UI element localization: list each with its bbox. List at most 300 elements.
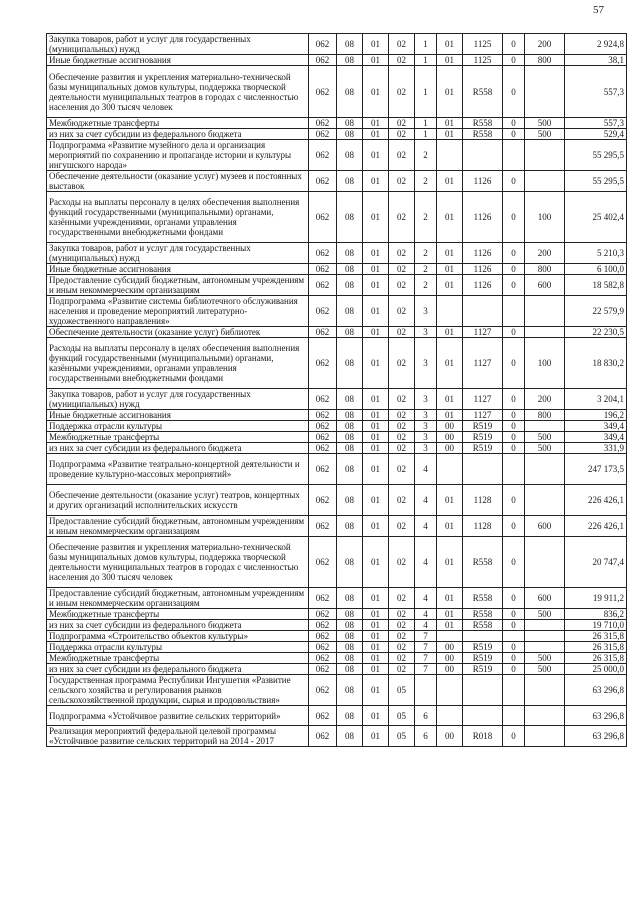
section-cell: 08 (337, 726, 363, 747)
direction-cell: R018 (463, 726, 503, 747)
program-cell: 02 (389, 275, 415, 296)
section-cell: 08 (337, 389, 363, 410)
section-cell: 08 (337, 421, 363, 432)
expense-name-cell: Закупка товаров, работ и услуг для государственных (муниципальных) нужд (47, 243, 309, 264)
expense-name-cell: Подпрограмма «Развитие музейного дела и организация мероприятий по сохранению и пропаганде истории и культуры ингушского народа» (47, 140, 309, 171)
table-row (47, 171, 627, 192)
amount-cell: 22 230,5 (565, 327, 627, 338)
direction-suffix-cell: 0 (503, 264, 525, 275)
table-row (47, 118, 627, 129)
program-cell: 02 (389, 66, 415, 118)
subprogram-cell: 7 (415, 642, 437, 653)
subprogram-cell: 3 (415, 421, 437, 432)
direction-suffix-cell: 0 (503, 129, 525, 140)
table-row (47, 642, 627, 653)
subprogram-cell: 3 (415, 296, 437, 327)
table-row (47, 432, 627, 443)
amount-cell: 63 296,8 (565, 706, 627, 726)
subsection-cell: 01 (363, 129, 389, 140)
main-event-cell (437, 296, 463, 327)
direction-cell: 1125 (463, 34, 503, 55)
direction-suffix-cell: 0 (503, 192, 525, 243)
main-event-cell (437, 631, 463, 642)
subsection-cell: 01 (363, 432, 389, 443)
amount-cell: 25 000,0 (565, 664, 627, 675)
subsection-cell: 01 (363, 264, 389, 275)
admin-code-cell: 062 (309, 129, 337, 140)
amount-cell: 38,1 (565, 55, 627, 66)
admin-code-cell: 062 (309, 706, 337, 726)
admin-code-cell: 062 (309, 243, 337, 264)
expense-name-cell: из них за счет субсидии из федерального бюджета (47, 620, 309, 631)
program-cell: 05 (389, 706, 415, 726)
subsection-cell: 01 (363, 296, 389, 327)
direction-cell: R519 (463, 443, 503, 454)
direction-suffix-cell: 0 (503, 275, 525, 296)
main-event-cell (437, 675, 463, 706)
subsection-cell: 01 (363, 421, 389, 432)
table-row (47, 653, 627, 664)
admin-code-cell: 062 (309, 588, 337, 609)
section-cell: 08 (337, 485, 363, 516)
direction-cell: R519 (463, 421, 503, 432)
section-cell: 08 (337, 432, 363, 443)
expense-name-cell: Подпрограмма «Строительство объектов культуры» (47, 631, 309, 642)
direction-cell: 1127 (463, 327, 503, 338)
direction-suffix-cell: 0 (503, 243, 525, 264)
main-event-cell: 01 (437, 620, 463, 631)
amount-cell: 26 315,8 (565, 631, 627, 642)
program-cell: 02 (389, 443, 415, 454)
subsection-cell: 01 (363, 609, 389, 620)
subprogram-cell: 1 (415, 34, 437, 55)
main-event-cell: 01 (437, 34, 463, 55)
main-event-cell: 00 (437, 443, 463, 454)
admin-code-cell: 062 (309, 537, 337, 588)
direction-suffix-cell (503, 296, 525, 327)
expense-type-cell: 500 (525, 118, 565, 129)
subprogram-cell: 3 (415, 410, 437, 421)
direction-suffix-cell: 0 (503, 55, 525, 66)
expense-type-cell (525, 706, 565, 726)
table-row (47, 55, 627, 66)
program-cell: 02 (389, 264, 415, 275)
expense-type-cell: 600 (525, 516, 565, 537)
direction-suffix-cell: 0 (503, 327, 525, 338)
expense-name-cell: Предоставление субсидий бюджетным, автономным учреждениям и иным некоммерческим организациям (47, 588, 309, 609)
subprogram-cell: 4 (415, 537, 437, 588)
expense-type-cell: 800 (525, 264, 565, 275)
expense-type-cell: 500 (525, 432, 565, 443)
main-event-cell: 00 (437, 432, 463, 443)
table-row (47, 338, 627, 389)
main-event-cell: 01 (437, 192, 463, 243)
amount-cell: 18 582,8 (565, 275, 627, 296)
main-event-cell: 01 (437, 485, 463, 516)
section-cell: 08 (337, 243, 363, 264)
direction-cell (463, 675, 503, 706)
direction-suffix-cell: 0 (503, 338, 525, 389)
subprogram-cell (415, 675, 437, 706)
subsection-cell: 01 (363, 588, 389, 609)
direction-suffix-cell: 0 (503, 118, 525, 129)
subprogram-cell: 7 (415, 653, 437, 664)
expense-name-cell: Поддержка отрасли культуры (47, 421, 309, 432)
expense-type-cell: 600 (525, 588, 565, 609)
subprogram-cell: 4 (415, 454, 437, 485)
subsection-cell: 01 (363, 631, 389, 642)
amount-cell: 5 210,3 (565, 243, 627, 264)
table-row (47, 516, 627, 537)
direction-cell: R519 (463, 432, 503, 443)
expense-name-cell: Подпрограмма «Устойчивое развитие сельских территорий» (47, 706, 309, 726)
subsection-cell: 01 (363, 66, 389, 118)
amount-cell: 63 296,8 (565, 675, 627, 706)
amount-cell: 3 204,1 (565, 389, 627, 410)
expense-type-cell (525, 296, 565, 327)
subprogram-cell: 4 (415, 609, 437, 620)
amount-cell: 226 426,1 (565, 516, 627, 537)
section-cell: 08 (337, 443, 363, 454)
admin-code-cell: 062 (309, 609, 337, 620)
program-cell: 02 (389, 296, 415, 327)
subprogram-cell: 7 (415, 664, 437, 675)
direction-suffix-cell: 0 (503, 588, 525, 609)
table-row (47, 443, 627, 454)
main-event-cell: 00 (437, 726, 463, 747)
direction-cell (463, 140, 503, 171)
subsection-cell: 01 (363, 620, 389, 631)
section-cell: 08 (337, 66, 363, 118)
table-row (47, 296, 627, 327)
direction-cell: R558 (463, 609, 503, 620)
table-row (47, 609, 627, 620)
admin-code-cell: 062 (309, 421, 337, 432)
admin-code-cell: 062 (309, 327, 337, 338)
subprogram-cell: 6 (415, 706, 437, 726)
expense-name-cell: Подпрограмма «Развитие системы библиотечного обслуживания населения и проведение мероприятий литературно-художественного направления» (47, 296, 309, 327)
direction-suffix-cell (503, 675, 525, 706)
amount-cell: 2 924,8 (565, 34, 627, 55)
expense-type-cell (525, 454, 565, 485)
subsection-cell: 01 (363, 34, 389, 55)
admin-code-cell: 062 (309, 664, 337, 675)
subsection-cell: 01 (363, 55, 389, 66)
program-cell: 05 (389, 675, 415, 706)
section-cell: 08 (337, 296, 363, 327)
subprogram-cell: 4 (415, 588, 437, 609)
expense-type-cell: 500 (525, 609, 565, 620)
expense-name-cell: из них за счет субсидии из федерального бюджета (47, 664, 309, 675)
main-event-cell: 01 (437, 118, 463, 129)
program-cell: 02 (389, 410, 415, 421)
amount-cell: 557,3 (565, 118, 627, 129)
direction-suffix-cell: 0 (503, 34, 525, 55)
expense-type-cell (525, 726, 565, 747)
direction-cell: R519 (463, 653, 503, 664)
subprogram-cell: 4 (415, 485, 437, 516)
program-cell: 02 (389, 631, 415, 642)
section-cell: 08 (337, 118, 363, 129)
expense-name-cell: Реализация мероприятий федеральной целевой программы «Устойчивое развитие сельских территорий на 2014 - 2017 (47, 726, 309, 747)
subsection-cell: 01 (363, 653, 389, 664)
admin-code-cell: 062 (309, 675, 337, 706)
program-cell: 02 (389, 243, 415, 264)
amount-cell: 6 100,0 (565, 264, 627, 275)
amount-cell: 331,9 (565, 443, 627, 454)
admin-code-cell: 062 (309, 516, 337, 537)
section-cell: 08 (337, 653, 363, 664)
subsection-cell: 01 (363, 454, 389, 485)
expense-name-cell: Подпрограмма «Развитие театрально-концертной деятельности и проведение культурно-массовых мероприятий» (47, 454, 309, 485)
program-cell: 02 (389, 642, 415, 653)
subprogram-cell: 3 (415, 432, 437, 443)
direction-cell: R558 (463, 129, 503, 140)
subprogram-cell: 2 (415, 275, 437, 296)
section-cell: 08 (337, 664, 363, 675)
table-row (47, 243, 627, 264)
expense-type-cell (525, 675, 565, 706)
expense-name-cell: Предоставление субсидий бюджетным, автономным учреждениям и иным некоммерческим организациям (47, 516, 309, 537)
amount-cell: 226 426,1 (565, 485, 627, 516)
section-cell: 08 (337, 129, 363, 140)
admin-code-cell: 062 (309, 631, 337, 642)
expense-type-cell: 500 (525, 664, 565, 675)
admin-code-cell: 062 (309, 118, 337, 129)
direction-suffix-cell (503, 140, 525, 171)
subprogram-cell: 4 (415, 620, 437, 631)
amount-cell: 26 315,8 (565, 653, 627, 664)
main-event-cell: 01 (437, 516, 463, 537)
subprogram-cell: 1 (415, 118, 437, 129)
program-cell: 02 (389, 34, 415, 55)
page-number: 57 (593, 4, 604, 16)
amount-cell: 19 911,2 (565, 588, 627, 609)
main-event-cell: 00 (437, 653, 463, 664)
subprogram-cell: 3 (415, 338, 437, 389)
subsection-cell: 01 (363, 140, 389, 171)
subsection-cell: 01 (363, 675, 389, 706)
subprogram-cell: 1 (415, 55, 437, 66)
expense-type-cell: 500 (525, 129, 565, 140)
table-row (47, 631, 627, 642)
table-row (47, 410, 627, 421)
admin-code-cell: 062 (309, 432, 337, 443)
section-cell: 08 (337, 620, 363, 631)
expense-type-cell: 800 (525, 55, 565, 66)
expense-name-cell: Обеспечение развития и укрепления материально-технической базы муниципальных домов культуры, поддержка творческой деятельности муниципальных театров в городах с численностью населения до 300 тысяч человек (47, 66, 309, 118)
program-cell: 02 (389, 653, 415, 664)
admin-code-cell: 062 (309, 443, 337, 454)
expense-name-cell: Обеспечение деятельности (оказание услуг) библиотек (47, 327, 309, 338)
direction-cell: 1127 (463, 338, 503, 389)
expense-type-cell (525, 140, 565, 171)
table-row (47, 66, 627, 118)
section-cell: 08 (337, 34, 363, 55)
program-cell: 02 (389, 129, 415, 140)
table-row (47, 264, 627, 275)
expense-name-cell: из них за счет субсидии из федерального бюджета (47, 129, 309, 140)
main-event-cell: 01 (437, 243, 463, 264)
table-row (47, 421, 627, 432)
admin-code-cell: 062 (309, 264, 337, 275)
main-event-cell: 01 (437, 264, 463, 275)
section-cell: 08 (337, 588, 363, 609)
direction-cell: 1127 (463, 389, 503, 410)
direction-cell: R558 (463, 588, 503, 609)
admin-code-cell: 062 (309, 275, 337, 296)
section-cell: 08 (337, 516, 363, 537)
admin-code-cell: 062 (309, 55, 337, 66)
direction-suffix-cell: 0 (503, 642, 525, 653)
section-cell: 08 (337, 454, 363, 485)
admin-code-cell: 062 (309, 485, 337, 516)
subprogram-cell: 6 (415, 726, 437, 747)
program-cell: 02 (389, 338, 415, 389)
direction-suffix-cell: 0 (503, 443, 525, 454)
expense-name-cell: Межбюджетные трансферты (47, 118, 309, 129)
expense-name-cell: Межбюджетные трансферты (47, 653, 309, 664)
expense-name-cell: Обеспечение деятельности (оказание услуг) музеев и постоянных выставок (47, 171, 309, 192)
main-event-cell: 01 (437, 171, 463, 192)
program-cell: 02 (389, 192, 415, 243)
expense-name-cell: Расходы на выплаты персоналу в целях обеспечения выполнения функций государственными (муниципальными) органами, казёнными учреждениями, органами управления государственными внебюджетными фондами (47, 192, 309, 243)
expense-name-cell: из них за счет субсидии из федерального бюджета (47, 443, 309, 454)
amount-cell: 529,4 (565, 129, 627, 140)
subprogram-cell: 2 (415, 243, 437, 264)
direction-cell: 1125 (463, 55, 503, 66)
admin-code-cell: 062 (309, 296, 337, 327)
subsection-cell: 01 (363, 327, 389, 338)
direction-suffix-cell: 0 (503, 421, 525, 432)
section-cell: 08 (337, 264, 363, 275)
program-cell: 02 (389, 664, 415, 675)
main-event-cell: 01 (437, 609, 463, 620)
table-row (47, 485, 627, 516)
admin-code-cell: 062 (309, 338, 337, 389)
expense-type-cell (525, 171, 565, 192)
subprogram-cell: 2 (415, 171, 437, 192)
program-cell: 02 (389, 55, 415, 66)
direction-suffix-cell (503, 706, 525, 726)
subsection-cell: 01 (363, 171, 389, 192)
direction-cell: 1128 (463, 485, 503, 516)
section-cell: 08 (337, 537, 363, 588)
direction-suffix-cell: 0 (503, 726, 525, 747)
direction-cell (463, 296, 503, 327)
subprogram-cell: 2 (415, 192, 437, 243)
subsection-cell: 01 (363, 410, 389, 421)
subprogram-cell: 3 (415, 443, 437, 454)
amount-cell: 63 296,8 (565, 726, 627, 747)
program-cell: 02 (389, 432, 415, 443)
expense-type-cell: 800 (525, 410, 565, 421)
table-row (47, 588, 627, 609)
direction-cell (463, 706, 503, 726)
subsection-cell: 01 (363, 118, 389, 129)
expense-type-cell (525, 485, 565, 516)
direction-cell: R558 (463, 620, 503, 631)
expense-name-cell: Расходы на выплаты персоналу в целях обеспечения выполнения функций государственными (муниципальными) органами, казёнными учреждениями, органами управления государственными внебюджетными фондами (47, 338, 309, 389)
expense-type-cell: 100 (525, 338, 565, 389)
main-event-cell: 01 (437, 129, 463, 140)
expense-name-cell: Государственная программа Республики Ингушетия «Развитие сельского хозяйства и регулирования рынков сельскохозяйственной продукции, сырья и продовольствия» (47, 675, 309, 706)
admin-code-cell: 062 (309, 454, 337, 485)
table-row (47, 726, 627, 747)
admin-code-cell: 062 (309, 389, 337, 410)
expense-name-cell: Обеспечение деятельности (оказание услуг) театров, концертных и других организаций исполнительских искусств (47, 485, 309, 516)
subsection-cell: 01 (363, 642, 389, 653)
subsection-cell: 01 (363, 537, 389, 588)
amount-cell: 55 295,5 (565, 171, 627, 192)
table-row (47, 129, 627, 140)
subprogram-cell: 1 (415, 66, 437, 118)
subprogram-cell: 3 (415, 389, 437, 410)
admin-code-cell: 062 (309, 66, 337, 118)
direction-suffix-cell: 0 (503, 537, 525, 588)
amount-cell: 836,2 (565, 609, 627, 620)
table-row (47, 327, 627, 338)
program-cell: 02 (389, 485, 415, 516)
admin-code-cell: 062 (309, 34, 337, 55)
program-cell: 02 (389, 537, 415, 588)
direction-cell (463, 631, 503, 642)
direction-cell: 1128 (463, 516, 503, 537)
section-cell: 08 (337, 275, 363, 296)
table-row (47, 389, 627, 410)
direction-cell: 1126 (463, 275, 503, 296)
expense-name-cell: Поддержка отрасли культуры (47, 642, 309, 653)
direction-cell: 1126 (463, 171, 503, 192)
direction-cell: R519 (463, 642, 503, 653)
expense-name-cell: Иные бюджетные ассигнования (47, 55, 309, 66)
budget-table (46, 33, 627, 747)
table-row (47, 620, 627, 631)
main-event-cell: 01 (437, 588, 463, 609)
expense-name-cell: Закупка товаров, работ и услуг для государственных (муниципальных) нужд (47, 34, 309, 55)
expense-name-cell: Предоставление субсидий бюджетным, автономным учреждениям и иным некоммерческим организациям (47, 275, 309, 296)
amount-cell: 20 747,4 (565, 537, 627, 588)
subprogram-cell: 4 (415, 516, 437, 537)
section-cell: 08 (337, 631, 363, 642)
expense-name-cell: Иные бюджетные ассигнования (47, 410, 309, 421)
direction-suffix-cell: 0 (503, 653, 525, 664)
section-cell: 08 (337, 410, 363, 421)
amount-cell: 25 402,4 (565, 192, 627, 243)
subprogram-cell: 2 (415, 140, 437, 171)
program-cell: 05 (389, 726, 415, 747)
program-cell: 02 (389, 620, 415, 631)
main-event-cell: 00 (437, 421, 463, 432)
section-cell: 08 (337, 327, 363, 338)
subsection-cell: 01 (363, 192, 389, 243)
table-row (47, 706, 627, 726)
table-row (47, 192, 627, 243)
main-event-cell: 01 (437, 389, 463, 410)
direction-suffix-cell: 0 (503, 66, 525, 118)
expense-type-cell: 200 (525, 34, 565, 55)
admin-code-cell: 062 (309, 642, 337, 653)
expense-name-cell: Закупка товаров, работ и услуг для государственных (муниципальных) нужд (47, 389, 309, 410)
direction-suffix-cell: 0 (503, 410, 525, 421)
table-row (47, 537, 627, 588)
table-row (47, 675, 627, 706)
section-cell: 08 (337, 609, 363, 620)
program-cell: 02 (389, 389, 415, 410)
amount-cell: 349,4 (565, 421, 627, 432)
section-cell: 08 (337, 171, 363, 192)
expense-type-cell: 500 (525, 653, 565, 664)
